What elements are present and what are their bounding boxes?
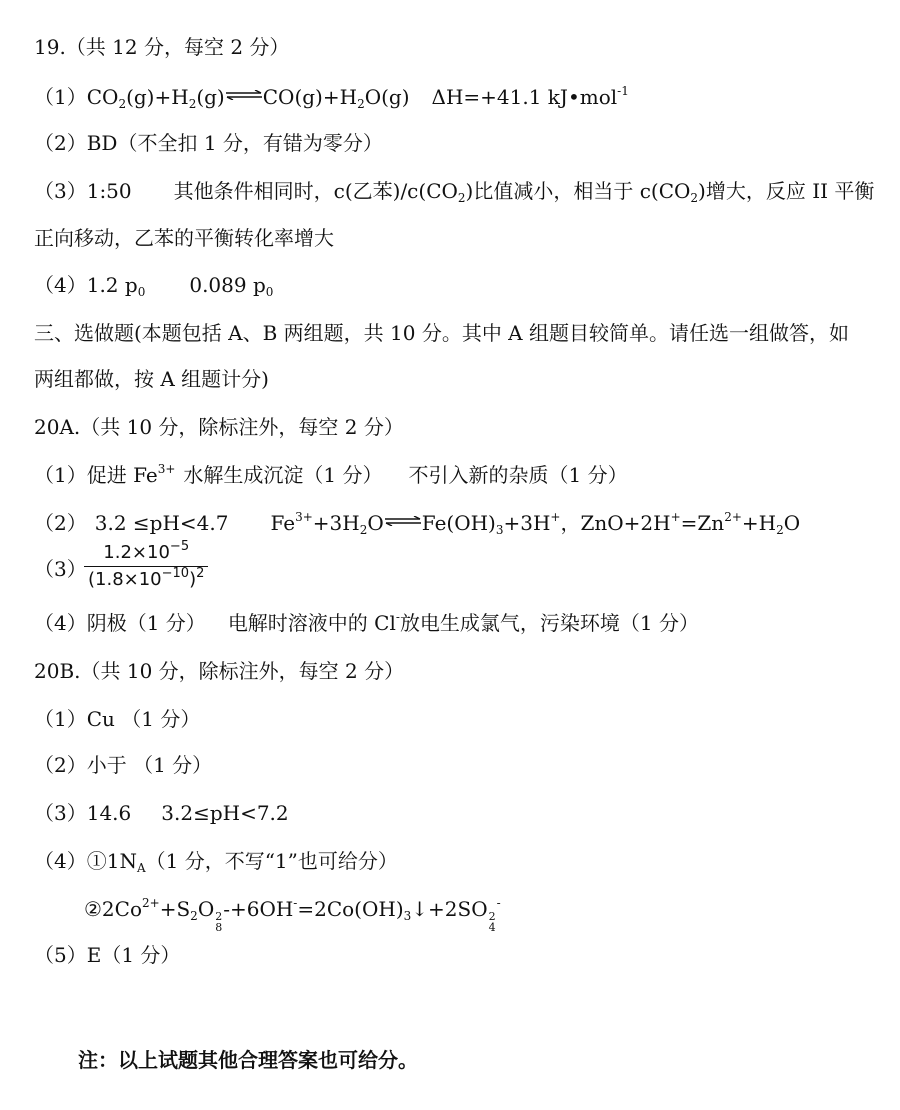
q19-header: 19.（共 12 分，每空 2 分） (34, 35, 290, 59)
q19-part2: （2）BD（不全扣 1 分，有错为零分） (34, 131, 383, 155)
q20a-part4: （4）阴极（1 分） 电解时溶液中的 Cl-放电生成氯气，污染环境（1 分） (34, 610, 700, 635)
section3-intro-line1: 三、选做题(本题包括 A、B 两组题，共 10 分。其中 A 组题目较简单。请任选一组做答，如 (34, 321, 849, 345)
equilibrium-arrow-icon (225, 90, 263, 100)
q20b-part5: （5）E（1 分） (34, 943, 181, 967)
q20b-part4: $(4)①1N_A(1$ 分，不写“1”也可给分） (34, 849, 398, 875)
q20a-part3-label: （3） (34, 557, 87, 581)
q20a-part1: （1）促进 $Fe^{3+}$ 水解生成沉淀（1 分） 不引入新的杂质（1 分） (34, 462, 628, 487)
q20a-header: 20A.（共 10 分，除标注外，每空 2 分） (34, 415, 404, 439)
equilibrium-arrow-icon (384, 516, 422, 526)
q19-part3-cont: 正向移动，乙苯的平衡转化率增大 (34, 226, 334, 250)
q20b-part3: （3）14.6 3.2≤pH<7.2 (34, 801, 289, 825)
fraction-numerator: $1.2\times 10^{-5}$ (84, 540, 208, 567)
q20a-part2: （2） 3.2 ≤pH<4.7 $Fe^{3+}+3H_2O$ $Fe(OH)_3+3H^+$，$ZnO+2H^+=Zn^{2+}+H_2O$ (34, 510, 801, 537)
q20b-header: 20B.（共 10 分，除标注外，每空 2 分） (34, 659, 405, 683)
ion-charge-stack: 2 4 (488, 910, 496, 934)
footer-note: 注：以上试题其他合理答案也可给分。 (78, 1048, 418, 1072)
section3-intro-line2: 两组都做，按 A 组题计分) (34, 367, 269, 391)
ion-charge-stack: 2 8 (215, 910, 223, 934)
q19-part4: （4）1.2 $p_0$ 0.089 $p_0$ (34, 273, 274, 299)
q20b-part4-equation: $②2Co^{2+}+S_2O$ 2 8 $-+6OH^-=2Co(OH)_3↓+2SO$ 2 4 - (84, 896, 501, 934)
q19-part3: （3）1:50 其他条件相同时，c(乙苯)$/c(CO_2)$比值减小，相当于 $c(CO_2)$增大，反应 II 平衡 (34, 179, 875, 205)
q20b-part1: （1）Cu （1 分） (34, 707, 201, 731)
q20b-part2: （2）小于 （1 分） (34, 753, 213, 777)
q20a-part3-fraction (84, 540, 208, 593)
fraction-denominator: $(1.8\times 10^{-10})^2$ (88, 566, 205, 590)
q19-part1: $(1)CO_2(g)+H_2(g)$ $CO(g)+H_2O(g)$ ΔH=+41.1 kJ•mol$^{-1}$ (34, 84, 629, 111)
